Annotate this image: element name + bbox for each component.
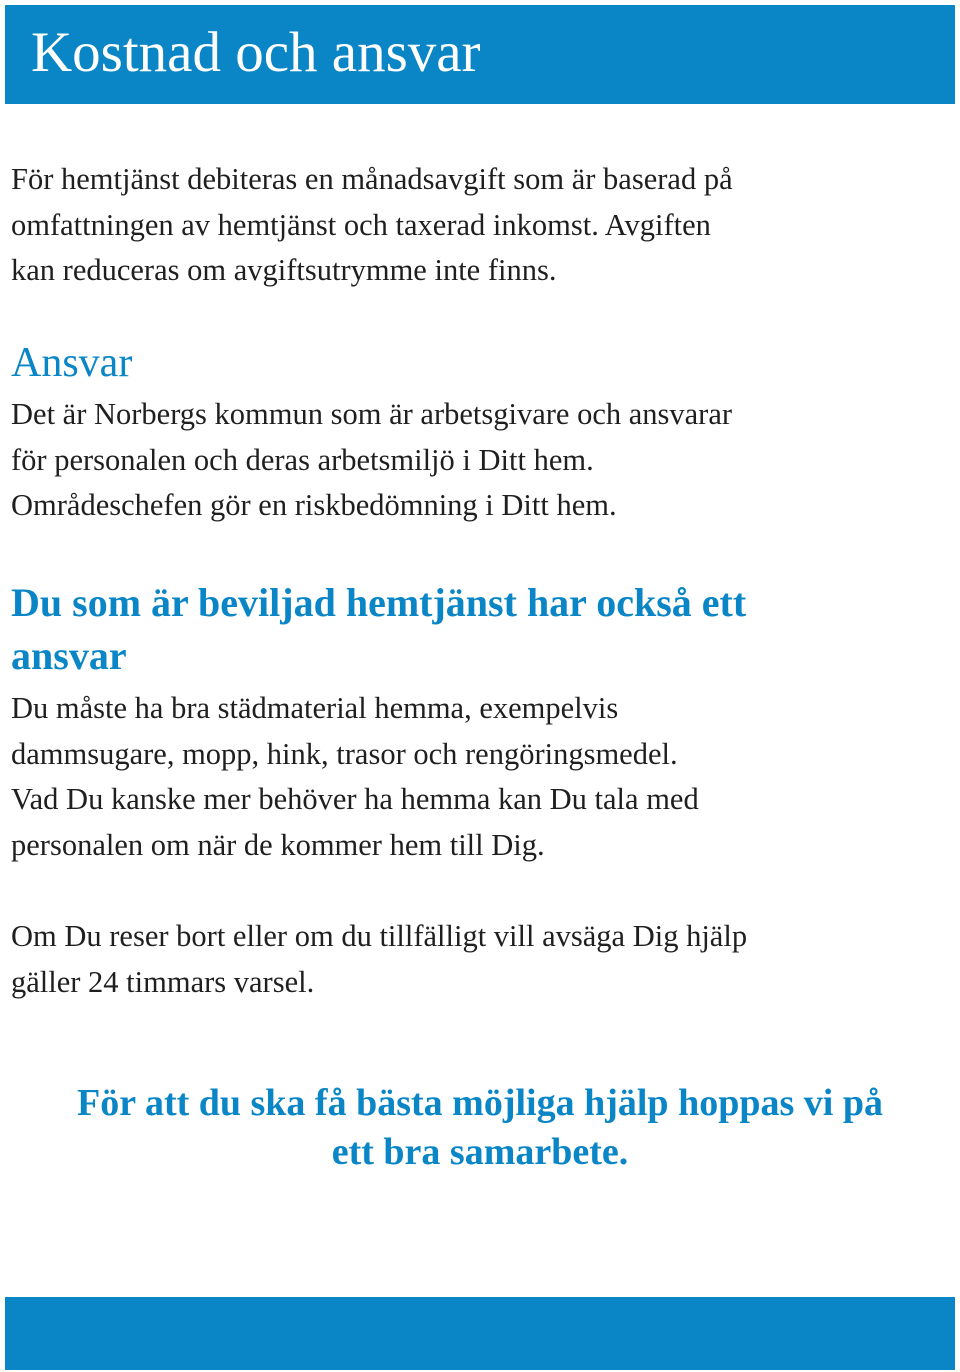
closing-line: ett bra samarbete.	[331, 1131, 629, 1173]
intro-line: För hemtjänst debiteras en månadsavgift som är baserad på	[11, 162, 733, 196]
resa-line: gäller 24 timmars varsel.	[11, 964, 315, 999]
du-ansvar-line: Du måste ha bra städmaterial hemma, exempelvis	[11, 691, 619, 725]
du-ansvar-line: Vad Du kanske mer behöver ha hemma kan Du tala med	[11, 782, 699, 816]
ansvar-line: Det är Norbergs kommun som är arbetsgivare och ansvarar	[11, 397, 733, 431]
ansvar-paragraph	[11, 392, 946, 529]
ansvar-line: Områdeschefen gör en riskbedömning i Ditt hem.	[11, 488, 617, 522]
resa-paragraph	[11, 914, 946, 1005]
footer-bar	[5, 1297, 955, 1370]
du-ansvar-line: dammsugare, mopp, hink, trasor och rengöringsmedel.	[11, 736, 678, 771]
du-ansvar-heading-line: ansvar	[11, 633, 127, 678]
intro-line: omfattningen av hemtjänst och taxerad inkomst. Avgiften	[11, 207, 711, 242]
du-ansvar-heading-line: Du som är beviljad hemtjänst har också ett	[11, 580, 747, 625]
ansvar-line: för personalen och deras arbetsmiljö i Ditt hem.	[11, 442, 594, 477]
resa-line: Om Du reser bort eller om du tillfälligt vill avsäga Dig hjälp	[11, 919, 748, 953]
ansvar-heading: Ansvar	[11, 340, 133, 386]
du-ansvar-line: personalen om när de kommer hem till Dig.	[11, 827, 545, 862]
intro-paragraph	[11, 157, 946, 294]
intro-line: kan reduceras om avgiftsutrymme inte finns.	[11, 253, 557, 287]
header-bar	[5, 5, 955, 104]
closing-statement	[0, 1079, 960, 1177]
closing-line: För att du ska få bästa möjliga hjälp hoppas vi på	[77, 1082, 883, 1124]
du-ansvar-paragraph	[11, 686, 946, 868]
page-title: Kostnad och ansvar	[31, 21, 481, 84]
du-ansvar-heading	[11, 576, 746, 682]
